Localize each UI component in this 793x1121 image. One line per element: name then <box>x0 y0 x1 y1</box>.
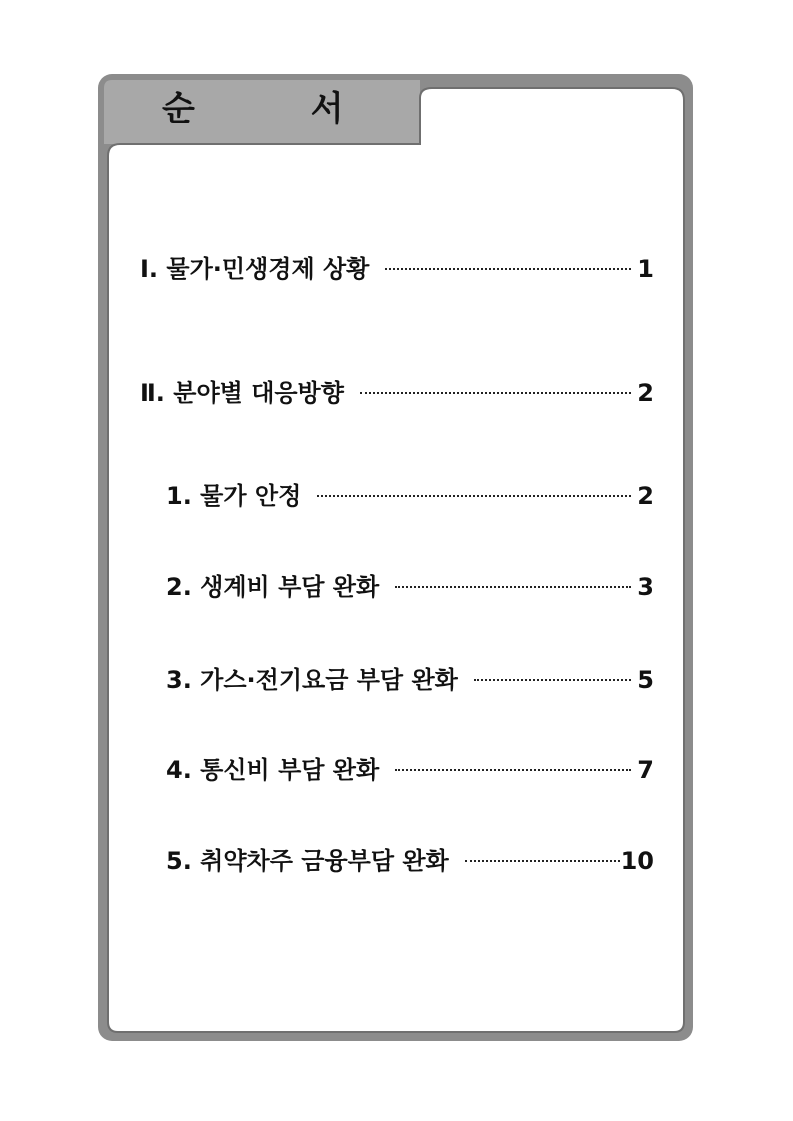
dot-leader <box>395 769 631 771</box>
toc-section-label: Ⅱ. 분야별 대응방향 <box>140 379 344 407</box>
toc-item-label: 1. 물가 안정 <box>166 482 302 510</box>
toc-item-label: 5. 취약차주 금융부담 완화 <box>166 847 449 875</box>
toc-page-number: 3 <box>637 573 654 601</box>
toc-page-number: 1 <box>637 255 654 283</box>
toc-item-3 <box>166 665 654 695</box>
toc-item-4 <box>166 755 654 785</box>
page-title: 순 서 <box>162 89 396 129</box>
dot-leader <box>474 679 631 681</box>
table-of-contents-frame <box>98 74 693 1041</box>
toc-page-number: 10 <box>620 847 654 875</box>
toc-section-2 <box>140 378 654 408</box>
dot-leader <box>465 860 620 862</box>
toc-page-number: 2 <box>637 482 654 510</box>
toc-item-label: 3. 가스·전기요금 부담 완화 <box>166 666 458 694</box>
toc-page-number: 2 <box>637 379 654 407</box>
toc-item-label: 4. 통신비 부담 완화 <box>166 756 380 784</box>
toc-section-label: Ⅰ. 물가·민생경제 상황 <box>140 255 370 283</box>
dot-leader <box>360 392 631 394</box>
folder-tab-frame-graphic <box>98 74 693 1041</box>
toc-page-number: 5 <box>637 666 654 694</box>
toc-section-1 <box>140 254 654 284</box>
dot-leader <box>317 495 631 497</box>
dot-leader <box>395 586 631 588</box>
toc-item-1 <box>166 481 654 511</box>
toc-item-label: 2. 생계비 부담 완화 <box>166 573 380 601</box>
toc-item-5 <box>166 846 654 876</box>
toc-item-2 <box>166 572 654 602</box>
dot-leader <box>385 268 631 270</box>
toc-page-number: 7 <box>637 756 654 784</box>
